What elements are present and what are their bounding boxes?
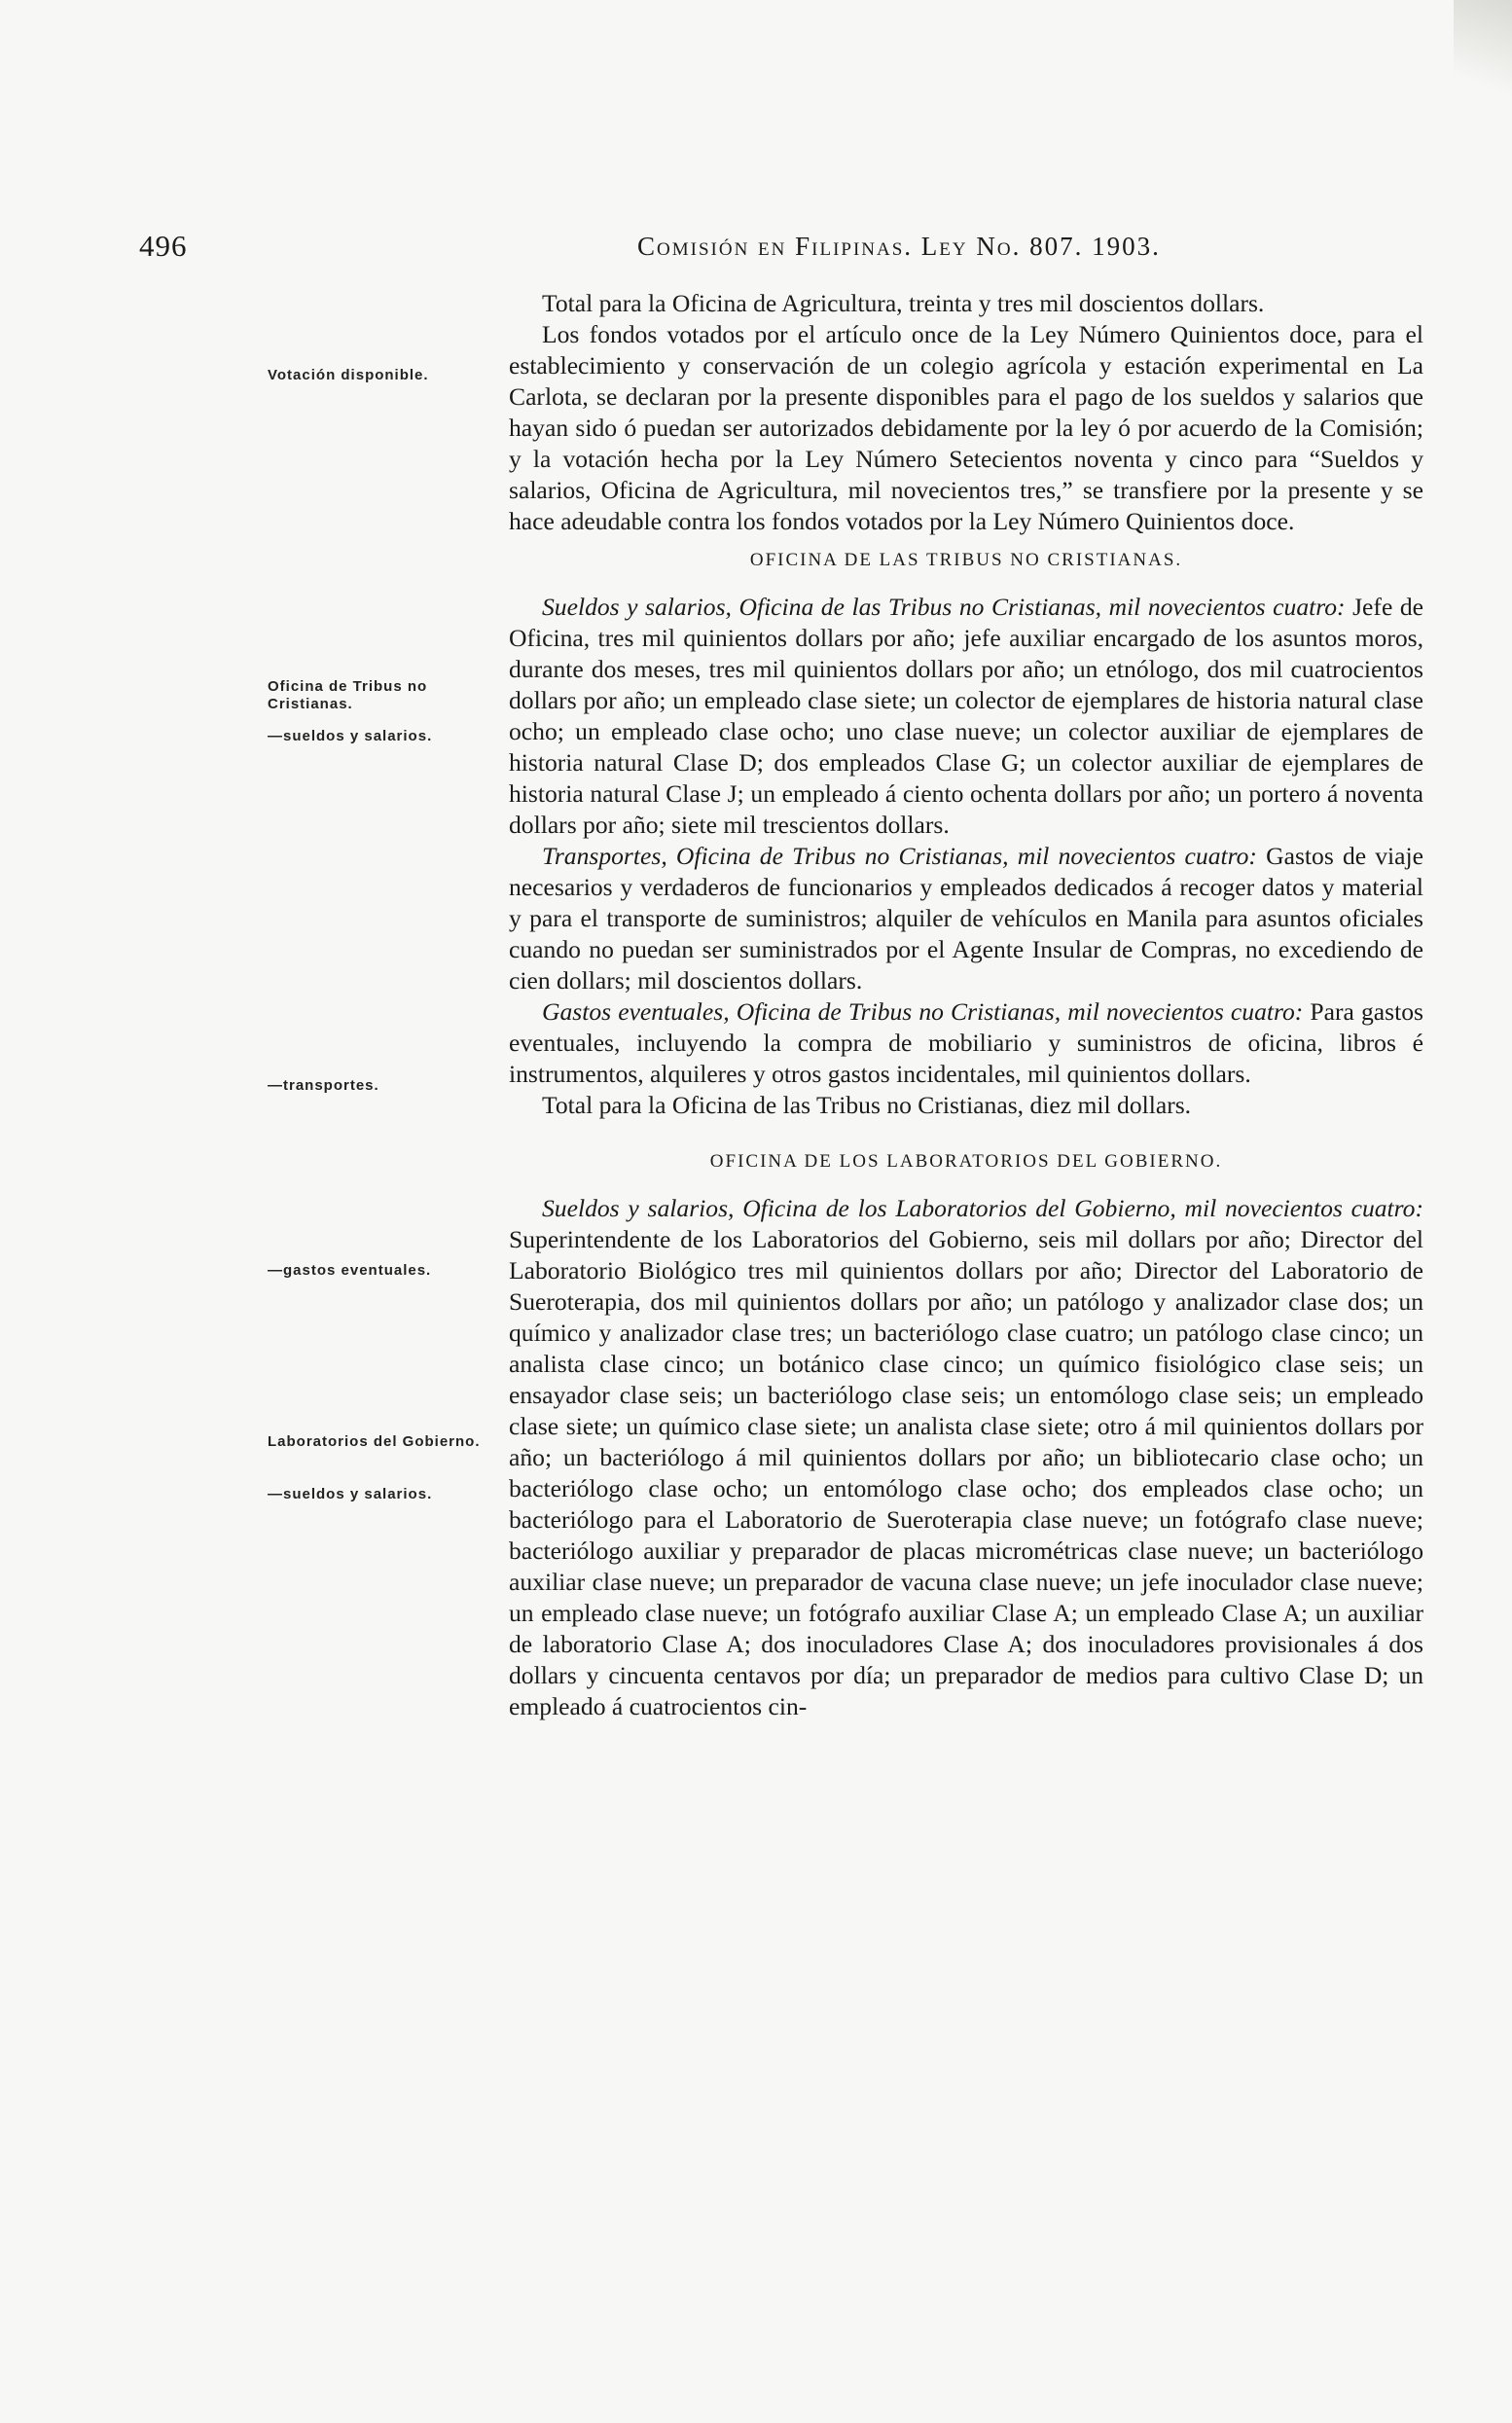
margin-note-oficina-tribus: Oficina de Tribus no Cristianas. — [268, 678, 428, 712]
page-number: 496 — [139, 229, 188, 263]
margin-note-transportes: —transportes. — [268, 1077, 379, 1094]
item-title: Sueldos y salarios, Oficina de las Tribus no Cristianas, mil novecientos cuatro: — [542, 593, 1346, 621]
item-text: Jefe de Oficina, tres mil quinientos dollars por año; jefe auxiliar encargado de los asuntos moros, durante dos meses, tres mil quinientos dollars por año; un etnólogo, dos mil cuatrocientos dollars por año; un empleado clase siete; un colector de ejemplares de historia natural clase ocho; un empleado clase ocho; uno clase nueve; un colector auxiliar de ejemplares de historia natural Clase D; dos empleados Clase G; un colector auxiliar de ejemplares de historia natural Clase J; un empleado á ciento ochenta dollars por año; un portero á noventa dollars por año; siete mil trescientos dollars. — [509, 593, 1423, 839]
paragraph-votacion: Los fondos votados por el artículo once de la Ley Número Quinientos doce, para el establecimiento y conservación de un colegio agrícola y estación experimental en La Carlota, se declaran por la presente disponibles para el pago de los sueldos y salarios que hayan sido ó puedan ser autorizados debidamente por la ley ó por acuerdo de la Comisión; y la votación hecha por la Ley Número Setecientos noventa y cinco para “Sueldos y salarios, Oficina de Agricultura, mil novecientos tres,” se transfiere por la presente y se hace adeudable contra los fondos votados por la Ley Número Quinientos doce. — [509, 320, 1423, 535]
item-title: Transportes, Oficina de Tribus no Cristianas, mil novecientos cuatro: — [542, 842, 1257, 870]
paragraph-sueldos-tribus — [509, 592, 1423, 841]
item-text: Para gastos eventuales, incluyendo la compra de mobiliario y suministros de oficina, libros é instrumentos, alquileres y otros gastos incidentales, mil quinientos dollars. — [509, 997, 1423, 1088]
item-text: Superintendente de los Laboratorios del Gobierno, seis mil dollars por año; Director del Laboratorio Biológico tres mil quinientos dollars por año; Director del Laboratorio de Sueroterapia, dos mil quinientos dollars por año; un patólogo y analizador clase dos; un químico y analizador clase tres; un bacteriólogo clase cuatro; un patólogo clase cinco; un analista clase cinco; un botánico clase cinco; un químico fisiológico clase seis; un ensayador clase seis; un bacteriólogo clase seis; un entomólogo clase seis; un empleado clase siete; un químico clase siete; un analista clase siete; otro á mil quinientos dollars por año; un bacteriólogo á mil quinientos dollars por año; un bibliotecario clase ocho; un bacteriólogo clase ocho; un entomólogo clase ocho; dos empleados clase ocho; un bacteriólogo para el Laboratorio de Sueroterapia clase nueve; un fotógrafo clase nueve; bacteriólogo auxiliar y preparador de placas micrométricas clase nueve; un bacteriólogo auxiliar clase nueve; un preparador de vacuna clase nueve; un jefe inoculador clase nueve; un empleado clase nueve; un fotógrafo auxiliar Clase A; un empleado Clase A; un auxiliar de laboratorio Clase A; dos inoculadores Clase A; dos inoculadores provisionales á dos dollars y cincuenta centavos por día; un preparador de medios para cultivo Clase D; un empleado á cuatrocientos cin- — [509, 1225, 1423, 1720]
paragraph-gastos — [509, 996, 1423, 1090]
margin-note-sueldos-tribus: —sueldos y salarios. — [268, 728, 433, 744]
margin-note-laboratorios: Laboratorios del Gobierno. — [268, 1433, 481, 1450]
margin-note-sueldos-lab: —sueldos y salarios. — [268, 1486, 433, 1502]
margin-note-votacion: Votación disponible. — [268, 367, 429, 383]
running-head: Comisión en Filipinas. Ley No. 807. 1903. — [637, 232, 1161, 261]
paragraph-total-agricultura: Total para la Oficina de Agricultura, treinta y tres mil doscientos dollars. — [542, 289, 1265, 317]
paragraph-transportes — [509, 841, 1423, 996]
section-heading-laboratorios: OFICINA DE LOS LABORATORIOS DEL GOBIERNO. — [709, 1151, 1223, 1172]
section-heading-tribus: OFICINA DE LAS TRIBUS NO CRISTIANAS. — [749, 550, 1183, 570]
item-text: Gastos de viaje necesarios y verdaderos de funcionarios y empleados dedicados á recoger datos y material y para el transporte de suministros; alquiler de vehículos en Manila para asuntos oficiales cuando no puedan ser suministrados por el Agente Insular de Compras, no excediendo de cien dollars; mil doscientos dollars. — [509, 842, 1423, 995]
item-title: Sueldos y salarios, Oficina de los Laboratorios del Gobierno, mil novecientos cuatro: — [542, 1194, 1423, 1222]
main-text-column — [509, 288, 1423, 1722]
item-title: Gastos eventuales, Oficina de Tribus no Cristianas, mil novecientos cuatro: — [542, 997, 1304, 1026]
paragraph-sueldos-laboratorios — [509, 1193, 1423, 1722]
page-corner-shadow — [1454, 0, 1512, 117]
margin-note-gastos: —gastos eventuales. — [268, 1262, 432, 1279]
paragraph-total-tribus: Total para la Oficina de las Tribus no Cristianas, diez mil dollars. — [542, 1091, 1192, 1119]
